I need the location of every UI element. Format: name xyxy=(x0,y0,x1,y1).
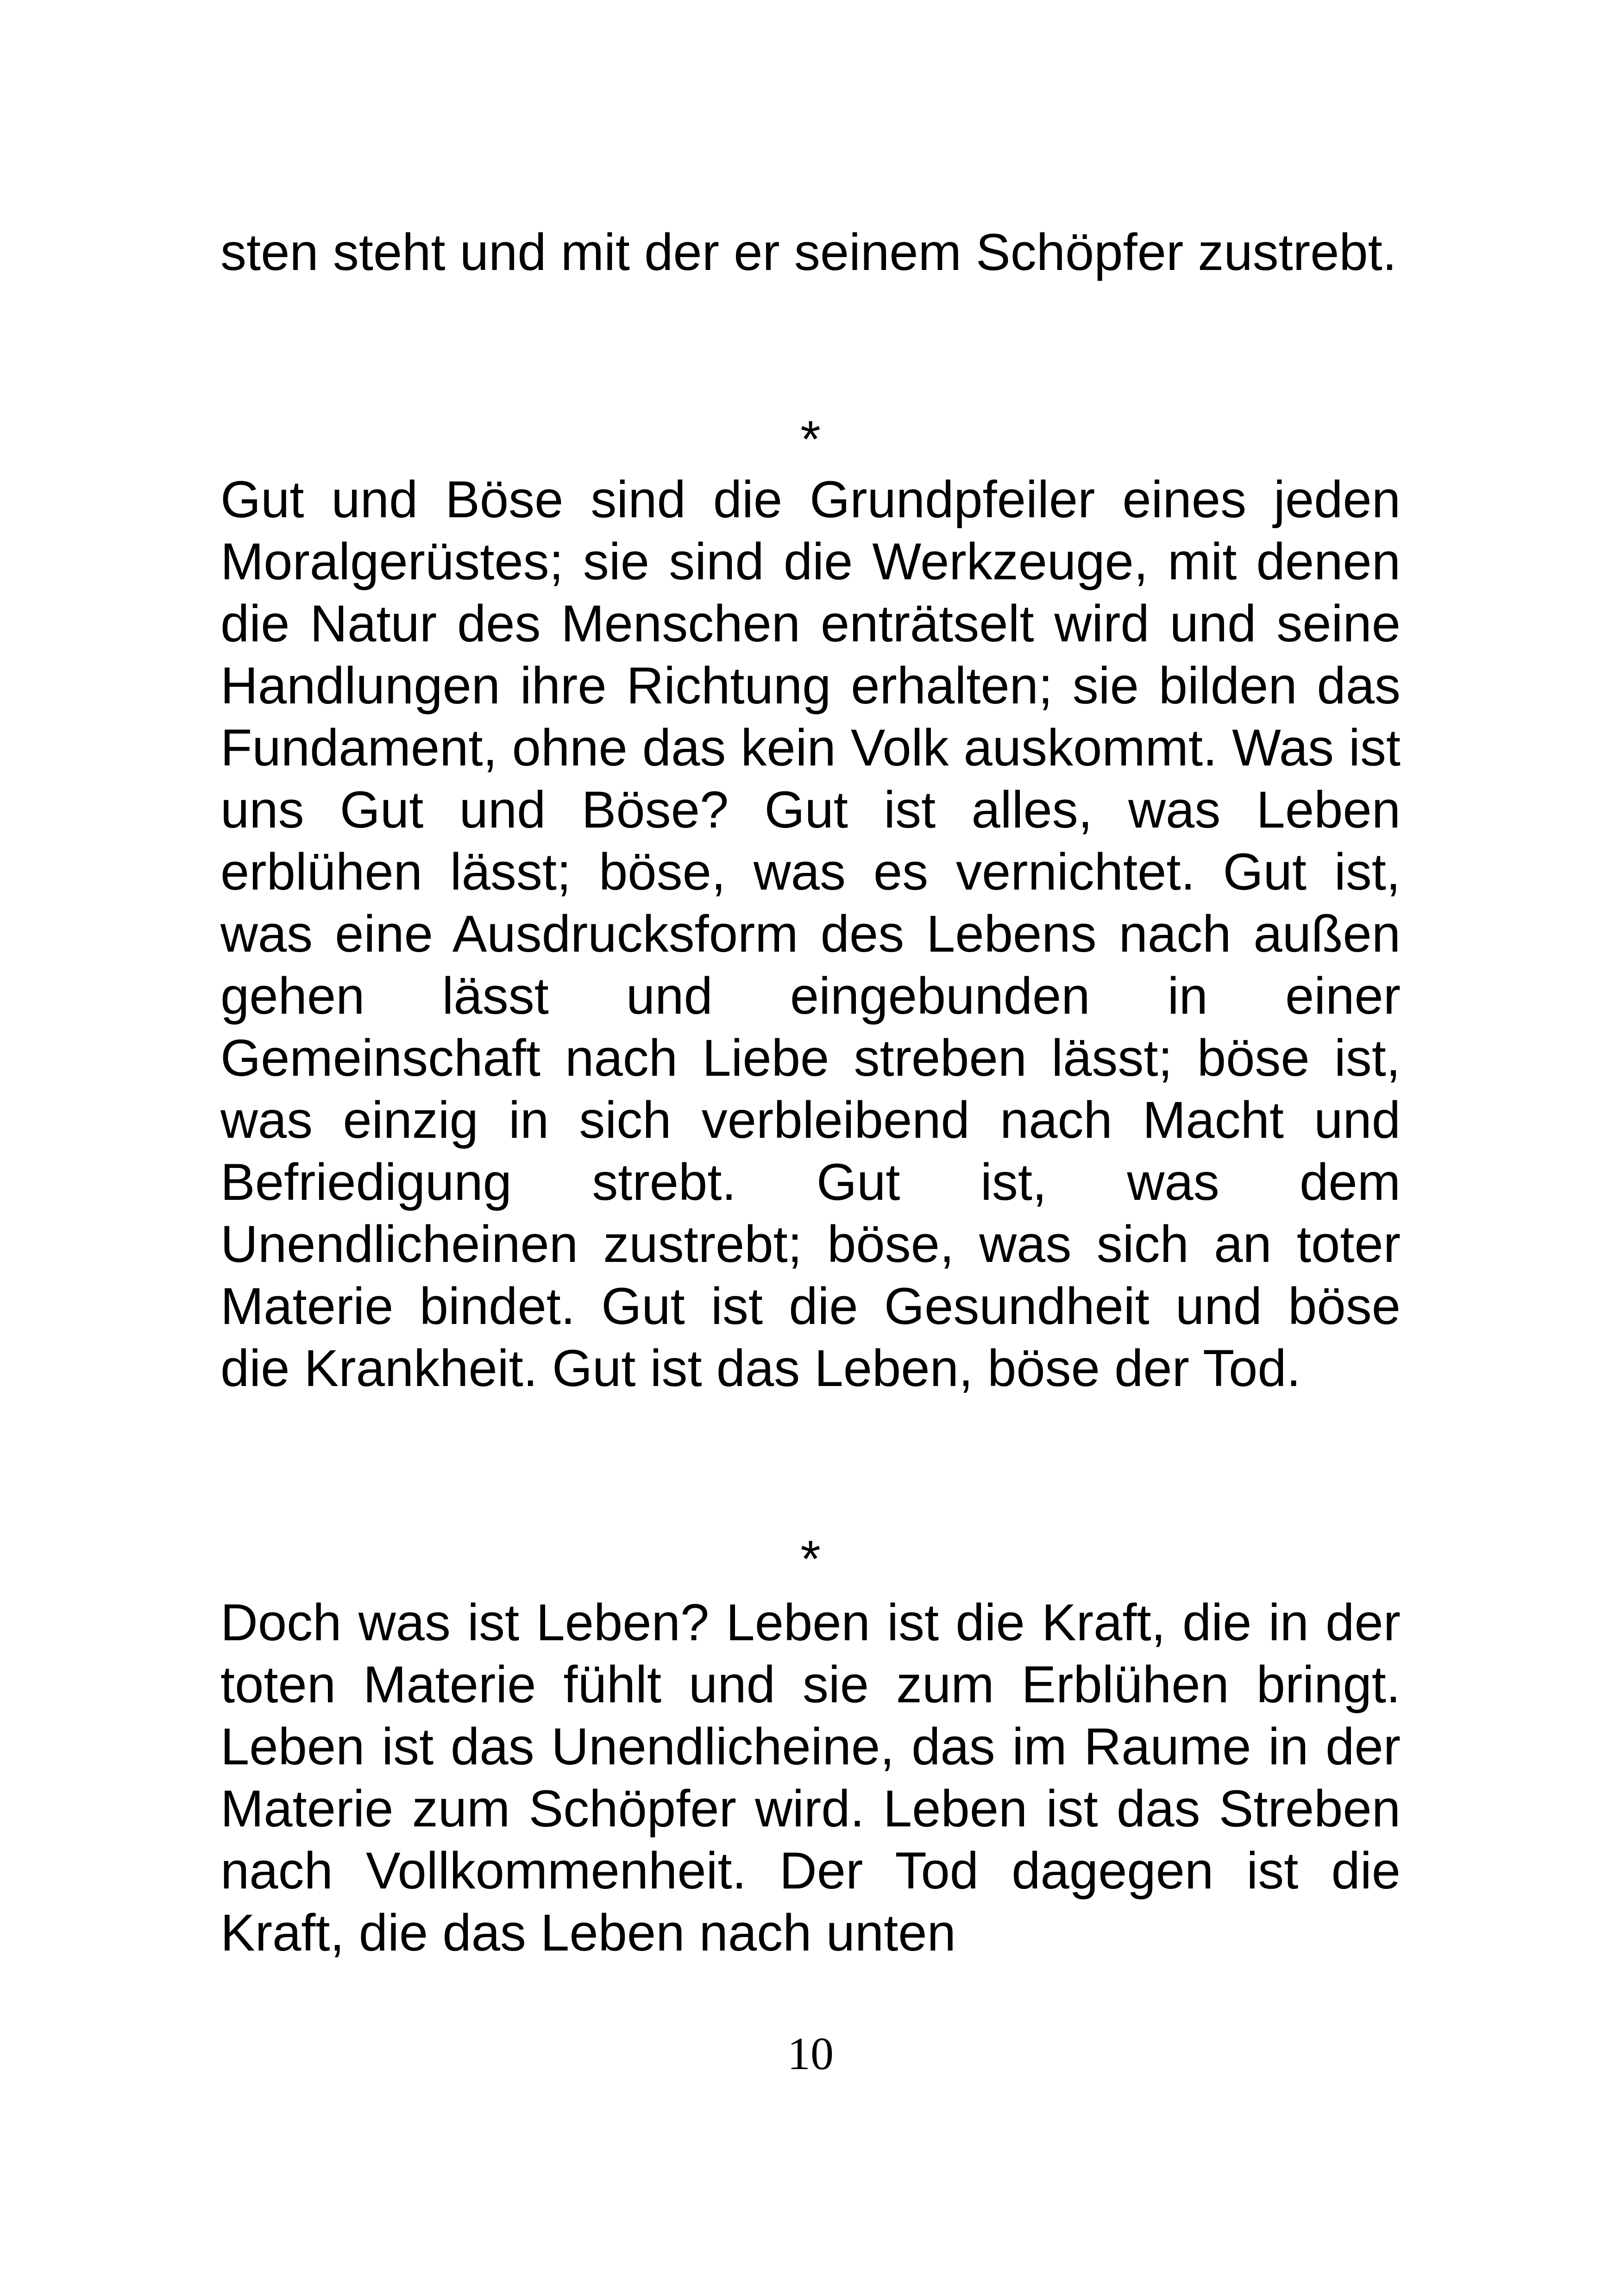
section-separator-asterisk: * xyxy=(800,410,821,468)
paragraph-continuation: sten steht und mit der er seinem Schöpfer zustrebt. xyxy=(220,223,1397,281)
paragraph-what-is-life: Doch was ist Leben? Leben ist die Kraft, die in der toten Materie fühlt und sie zum Erblühen bringt. Leben ist das Unendlicheine, das im Raume in der Materie zum Schöpfer wird. Leben ist das Streben nach Vollkommenheit. Der Tod dagegen ist die Kraft, die das Leben nach unten xyxy=(220,1593,1401,1962)
paragraph-good-and-evil: Gut und Böse sind die Grundpfeiler eines jeden Moralgerüstes; sie sind die Werkzeuge, mit denen die Natur des Menschen enträtselt wird und seine Handlungen ihre Richtung erhalten; sie bilden das Fundament, ohne das kein Volk auskommt. Was ist uns Gut und Böse? Gut ist alles, was Leben erblühen lässt; böse, was es vernichtet. Gut ist, was eine Ausdrucksform des Lebens nach außen gehen lässt und eingebunden in einer Gemeinschaft nach Liebe streben lässt; böse ist, was einzig in sich verbleibend nach Macht und Befriedigung strebt. Gut ist, was dem Unendlicheinen zustrebt; böse, was sich an toter Materie bindet. Gut ist die Gesundheit und böse die Krankheit. Gut ist das Leben, böse der Tod. xyxy=(220,470,1401,1397)
section-separator-asterisk: * xyxy=(800,1530,821,1588)
page-number: 10 xyxy=(787,2028,834,2079)
